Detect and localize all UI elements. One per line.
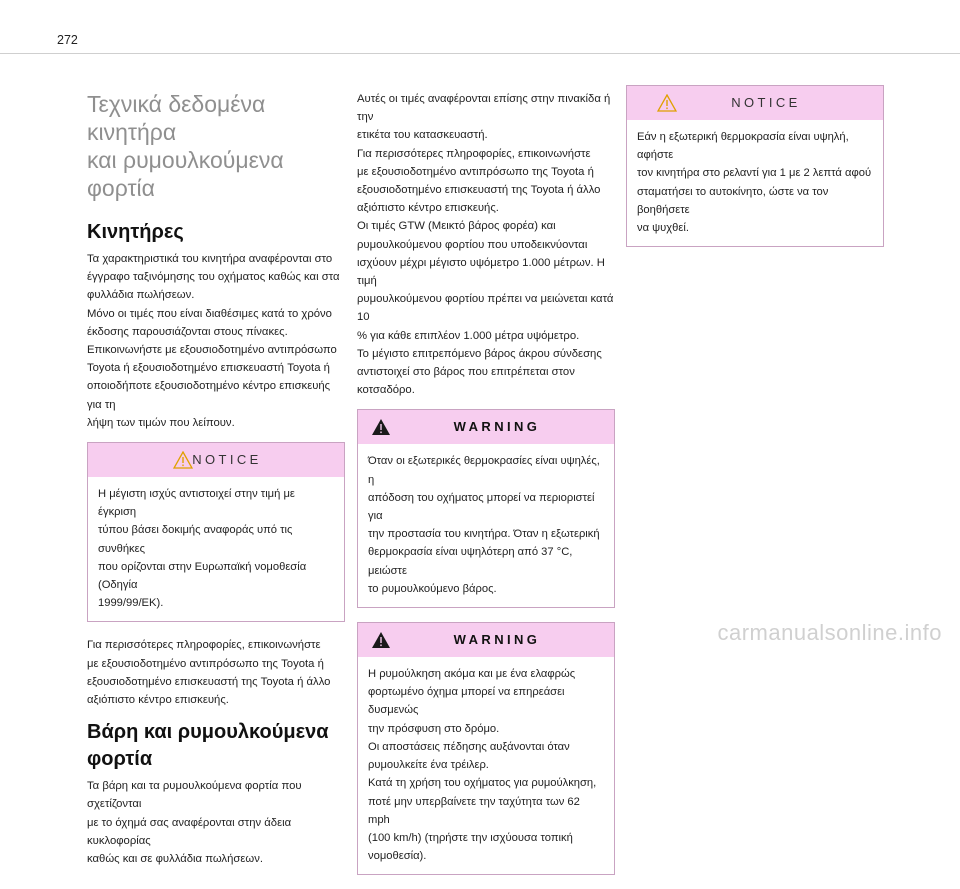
- info-paragraph: Για περισσότερες πληροφορίες, επικοινωνήστε με εξουσιοδοτημένο αντιπρόσωπο της Toyota ή εξουσιοδοτημένο επισκευαστή της Toyota ή άλλο αξιόπιστο κέντρο επισκευής.: [87, 639, 331, 707]
- weights-paragraph: Τα βάρη και τα ρυμουλκούμενα φορτία που σχετίζονται με το όχημά σας αναφέρονται στην άδεια κυκλοφορίας καθώς και σε φυλλάδια πωλήσεων.: [87, 780, 302, 866]
- page-number: 272: [57, 33, 78, 47]
- warning-box-temperature: [357, 409, 615, 608]
- warning-header: [358, 410, 614, 444]
- page-title: [87, 90, 345, 202]
- warning-label: WARNING: [453, 632, 541, 648]
- column-2: [357, 90, 615, 889]
- watermark: carmanualsonline.info: [717, 620, 942, 645]
- warning-text: Όταν οι εξωτερικές θερμοκρασίες είναι υψηλές, η απόδοση του οχήματος μπορεί να περιοριστεί για την προστασία του κινητήρα. Όταν η εξωτερική θερμοκρασία είναι υψηλότερη από 37 °C, μειώστε το ρυμουλκούμενο βάρος.: [368, 455, 600, 595]
- notice-text: Η μέγιστη ισχύς αντιστοιχεί στην τιμή με έγκριση τύπου βάσει δοκιμής αναφοράς υπό τις συνθήκες που ορίζονται στην Ευρωπαϊκή νομοθεσία (Οδηγία 1999/99/ΕΚ).: [98, 488, 307, 610]
- notice-header: [627, 86, 883, 120]
- title-line-2: και ρυμουλκούμενα φορτία: [87, 147, 284, 201]
- column-1: [87, 90, 345, 868]
- warning-header: [358, 623, 614, 657]
- notice-text: Εάν η εξωτερική θερμοκρασία είναι υψηλή, αφήστε τον κινητήρα στο ρελαντί για 1 με 2 λεπτά αφού σταματήσει το αυτοκίνητο, ώστε να τον βοηθήσετε να ψυχθεί.: [637, 131, 872, 235]
- notice-box-power: [87, 442, 345, 622]
- notice-label: NOTICE: [192, 452, 262, 468]
- warning-label: WARNING: [453, 419, 541, 435]
- header-divider: [0, 53, 960, 54]
- engines-paragraph: Τα χαρακτηριστικά του κινητήρα αναφέρονται στο έγγραφο ταξινόμησης του οχήματος καθώς και στα φυλλάδια πωλήσεων. Μόνο οι τιμές που είναι διαθέσιμες κατά το χρόνο έκδοσης παρουσιάζονται στους πίνακες. Επικοινωνήστε με εξουσιοδοτημένο αντιπρόσωπο Toyota ή εξουσιοδοτημένο επισκευαστή Toyota ή οποιοδήποτε εξουσιοδοτημένο κέντρο επισκευής για τη λήψη των τιμών που λείπουν.: [87, 253, 340, 429]
- notice-header: [88, 443, 344, 477]
- notice-box-cooling: [626, 85, 884, 247]
- engines-heading: Κινητήρες: [87, 221, 184, 243]
- column-3: [626, 85, 884, 261]
- limits-paragraph: Αυτές οι τιμές αναφέρονται επίσης στην πινακίδα ή την ετικέτα του κατασκευαστή. Για περισσότερες πληροφορίες, επικοινωνήστε με εξουσιοδοτημένο αντιπρόσωπο της Toyota ή εξουσιοδοτημένο επισκευαστή της Toyota ή άλλο αξιόπιστο κέντρο επισκευής. Οι τιμές GTW (Μεικτό βάρος φορέα) και ρυμουλκούμενου φορτίου που υποδεικνύονται ισχύουν μέχρι μέγιστο υψόμετρο 1.000 μέτρων. Η τιμή ρυμουλκούμενου φορτίου πρέπει να μειώνεται κατά 10 % για κάθε επιπλέον 1.000 μέτρα υψόμετρο. Το μέγιστο επιτρεπόμενο βάρος άκρου σύνδεσης αντιστοιχεί στο βάρος που επιτρέπεται στον κοτσαδόρο.: [357, 93, 614, 397]
- warning-box-towing: [357, 622, 615, 875]
- notice-label: NOTICE: [731, 95, 801, 110]
- warning-text: Η ρυμούλκηση ακόμα και με ένα ελαφρώς φορτωμένο όχημα μπορεί να επηρεάσει δυσμενώς την πρόσφυση στο δρόμο. Οι αποστάσεις πέδησης αυξάνονται όταν ρυμουλκείτε ένα τρέιλερ. Κατά τη χρήση του οχήματος για ρυμούλκηση, ποτέ μην υπερβαίνετε την ταχύτητα των 62 mph (100 km/h) (τηρήστε την ισχύουσα τοπική νομοθεσία).: [368, 668, 597, 863]
- weights-heading: Βάρη και ρυμουλκούμενα φορτία: [87, 721, 329, 771]
- title-line-1: Τεχνικά δεδομένα κινητήρα: [87, 91, 266, 145]
